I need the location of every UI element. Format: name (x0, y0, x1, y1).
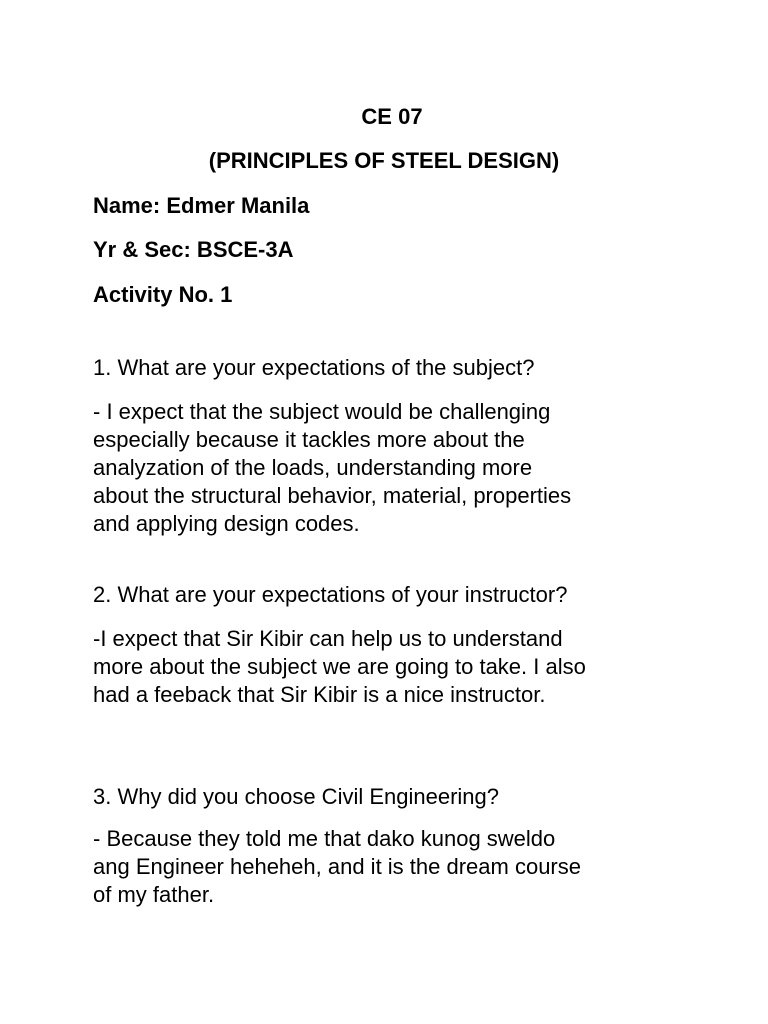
answer-1-line: and applying design codes. (93, 511, 360, 536)
answer-3-line: of my father. (93, 882, 215, 907)
answer-1-line: especially because it tackles more about the (93, 427, 525, 452)
answer-1-line: - I expect that the subject would be challenging (93, 399, 551, 424)
question-2: 2. What are your expectations of your instructor? (93, 582, 568, 607)
answer-1-line: about the structural behavior, material, properties (93, 483, 572, 508)
answer-1-line: analyzation of the loads, understanding more (93, 455, 533, 480)
answer-3-line: - Because they told me that dako kunog sweldo (93, 826, 556, 851)
activity-number: Activity No. 1 (93, 282, 233, 307)
year-section: Yr & Sec: BSCE-3A (93, 237, 294, 262)
question-3: 3. Why did you choose Civil Engineering? (93, 784, 500, 809)
answer-2-line: -I expect that Sir Kibir can help us to understand (93, 626, 563, 651)
answer-2-line: more about the subject we are going to take. I also (93, 654, 586, 679)
student-name: Name: Edmer Manila (93, 193, 310, 218)
answer-3-line: ang Engineer heheheh, and it is the dream course (93, 854, 581, 879)
course-title: (PRINCIPLES OF STEEL DESIGN) (208, 148, 560, 173)
course-code: CE 07 (361, 104, 423, 129)
answer-2-line: had a feeback that Sir Kibir is a nice instructor. (93, 682, 546, 707)
question-1: 1. What are your expectations of the subject? (93, 355, 535, 380)
